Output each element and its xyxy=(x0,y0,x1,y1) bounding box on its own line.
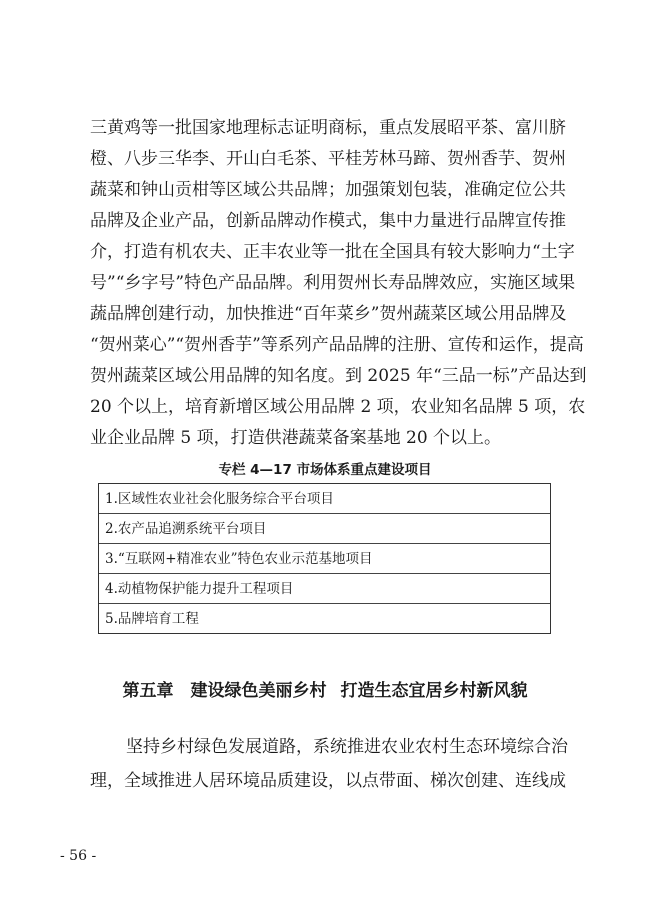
text-line: 三黄鸡等一批国家地理标志证明商标，重点发展昭平茶、富川脐 xyxy=(90,118,566,138)
project-box xyxy=(98,483,551,634)
text-line: 介，打造有机农夫、正丰农业等一批在全国具有较大影响力“土字 xyxy=(90,242,575,262)
text-line: 品牌及企业产品，创新品牌动作模式，集中力量进行品牌宣传推 xyxy=(90,211,566,231)
page-number: - 56 - xyxy=(60,848,97,864)
text-line: 蔬菜和钟山贡柑等区域公共品牌；加强策划包装，准确定位公共 xyxy=(90,180,566,200)
text-line: 蔬品牌创建行动，加快推进“百年菜乡”贺州蔬菜区域公用品牌及 xyxy=(90,304,567,324)
text-line: 号”“乡字号”特色产品品牌。利用贺州长寿品牌效应，实施区域果 xyxy=(90,273,576,293)
project-item: 1.区域性农业社会化服务综合平台项目 xyxy=(99,484,550,514)
text-line: 橙、八步三华李、开山白毛茶、平桂芳林马蹄、贺州香芋、贺州 xyxy=(90,149,566,169)
project-item: 2.农产品追溯系统平台项目 xyxy=(99,514,550,544)
project-item: 4.动植物保护能力提升工程项目 xyxy=(99,574,550,604)
text-line: 坚持乡村绿色发展道路，系统推进农业农村生态环境综合治 xyxy=(126,737,568,757)
text-line: 理，全域推进人居环境品质建设，以点带面、梯次创建、连线成 xyxy=(90,771,566,791)
text-line: 贺州蔬菜区域公用品牌的知名度。到 2025 年“三品一标”产品达到 xyxy=(90,366,587,386)
chapter-heading: 第五章 建设绿色美丽乡村 打造生态宜居乡村新风貌 xyxy=(122,681,528,701)
project-item: 5.品牌培育工程 xyxy=(105,611,199,627)
box-caption: 专栏 4—17 市场体系重点建设项目 xyxy=(218,462,432,478)
text-line: 20 个以上，培育新增区域公用品牌 2 项，农业知名品牌 5 项，农 xyxy=(90,397,586,417)
project-item: 3.“互联网+精准农业”特色农业示范基地项目 xyxy=(99,544,550,574)
text-line: 业企业品牌 5 项，打造供港蔬菜备案基地 20 个以上。 xyxy=(90,428,502,448)
text-line: “贺州菜心”“贺州香芋”等系列产品品牌的注册、宣传和运作，提高 xyxy=(90,335,584,355)
